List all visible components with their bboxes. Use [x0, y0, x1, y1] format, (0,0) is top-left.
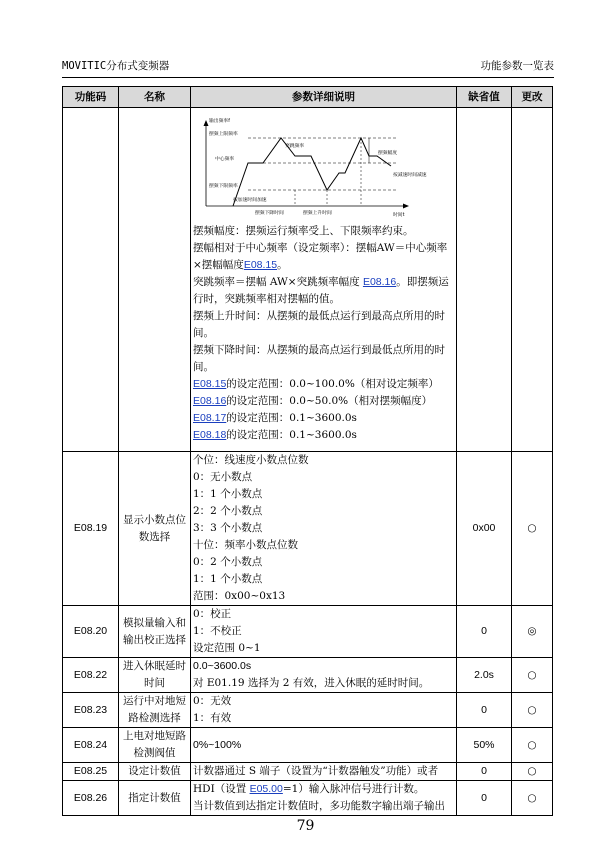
param-link[interactable]: E08.16	[193, 395, 227, 407]
page-number: 79	[296, 818, 315, 834]
cell-code: E08.22	[63, 658, 119, 693]
table-header-row	[63, 87, 553, 108]
table-row	[63, 108, 553, 452]
cell-change: ○	[512, 763, 553, 781]
wobble-frequency-diagram	[193, 108, 454, 223]
cell-default: 0	[457, 781, 512, 816]
cell-desc: HDI（设置 E05.00=1）输入脉冲信号进行计数。 当计数值到达指定计数值时，多功能数字输出端子输出	[191, 781, 457, 816]
param-link[interactable]: E08.15	[193, 378, 227, 390]
cell-default	[457, 108, 512, 452]
cell-code: E08.23	[63, 693, 119, 728]
header-divider	[62, 77, 554, 78]
desc-line: E08.15的设定范围：0.0~100.0%（相对设定频率）	[193, 378, 439, 390]
cell-default: 0	[457, 606, 512, 658]
cell-code: E08.26	[63, 781, 119, 816]
param-link[interactable]: E08.17	[193, 412, 227, 424]
table-row	[63, 606, 553, 658]
cell-default: 0	[457, 693, 512, 728]
table-row	[63, 693, 553, 728]
desc-line: 突跳频率＝摆幅 AW×突跳频率幅度 E08.16。即摆频运行时，突跳频率相对摆幅的值。	[193, 276, 449, 305]
label-amplitude: 摆频幅度	[378, 151, 398, 156]
table-row	[63, 763, 553, 781]
header-left: MOVITIC分布式变频器	[62, 60, 170, 72]
label-fall-time: 摆频下降时间	[255, 211, 284, 216]
cell-desc	[191, 108, 457, 452]
param-link[interactable]: E05.00	[249, 783, 283, 795]
cell-change: ○	[512, 452, 553, 606]
label-upper: 摆频上限频率	[209, 132, 238, 137]
cell-desc: 0%~100%	[191, 728, 457, 763]
cell-name	[119, 108, 191, 452]
column-header-name: 名称	[119, 87, 191, 108]
wobble-frequency-svg	[193, 108, 455, 223]
cell-default: 0	[457, 763, 512, 781]
cell-code: E08.19	[63, 452, 119, 606]
x-axis-arrow	[403, 204, 409, 209]
label-accel: 按加速时间加速	[233, 198, 267, 203]
cell-change	[512, 108, 553, 452]
cell-name: 显示小数点位 数选择	[119, 452, 191, 606]
cell-default: 0x00	[457, 452, 512, 606]
param-link[interactable]: E08.18	[193, 429, 227, 441]
y-axis-arrow	[204, 120, 209, 126]
label-center: 中心频率	[215, 157, 235, 162]
cell-change: ○	[512, 781, 553, 816]
column-header-desc: 参数详细说明	[191, 87, 457, 108]
cell-change: ◎	[512, 606, 553, 658]
label-rise-time: 摆频上升时间	[303, 211, 332, 216]
table-row	[63, 781, 553, 816]
label-y-axis: 输出频率f	[209, 119, 230, 124]
cell-code: E08.25	[63, 763, 119, 781]
param-link[interactable]: E08.16	[362, 276, 397, 288]
cell-name: 设定计数值	[119, 763, 191, 781]
column-header-default: 缺省值	[457, 87, 512, 108]
cell-desc: 0.0~3600.0s 对 E01.19 选择为 2 有效，进入休眠的延时时间。	[191, 658, 457, 693]
label-decel: 按减速时间减速	[393, 173, 427, 178]
cell-desc: 个位：线速度小数点位数 0：无小数点 1：1 个小数点 2：2 个小数点 3：3 个小数点 十位：频率小数点位数 0：2 个小数点 1：1 个小数点 范围：0x00~0x13	[191, 452, 457, 606]
parameter-table	[62, 86, 553, 816]
cell-default: 50%	[457, 728, 512, 763]
cell-default: 2.0s	[457, 658, 512, 693]
desc-line: 摆频下降时间：从摆频的最高点运行到最低点所用的时间。	[193, 344, 445, 373]
label-x-axis: 时间t	[393, 213, 405, 218]
cell-name: 上电对地短路 检测阀值	[119, 728, 191, 763]
desc-line: 摆频上升时间：从摆频的最低点运行到最高点所用的时间。	[193, 310, 445, 339]
column-header-change: 更改	[512, 87, 553, 108]
desc-line: E08.17的设定范围：0.1~3600.0s	[193, 412, 357, 424]
desc-line: E08.16的设定范围：0.0~50.0%（相对摆频幅度）	[193, 395, 433, 407]
label-lower: 摆频下限频率	[209, 184, 238, 189]
cell-name: 指定计数值	[119, 781, 191, 816]
cell-change: ○	[512, 658, 553, 693]
cell-desc: 计数器通过 S 端子（设置为“计数器触发”功能）或者	[191, 763, 457, 781]
column-header-code: 功能码	[63, 87, 119, 108]
table-row	[63, 658, 553, 693]
cell-code: E08.20	[63, 606, 119, 658]
desc-line: E08.18的设定范围：0.1~3600.0s	[193, 429, 357, 441]
label-jump: 突跳频率	[285, 144, 305, 149]
cell-change: ○	[512, 693, 553, 728]
cell-code	[63, 108, 119, 452]
cell-desc: 0：校正 1：不校正 设定范围 0~1	[191, 606, 457, 658]
wobble-waveform	[233, 138, 391, 206]
desc-line: 摆幅相对于中心频率（设定频率）：摆幅AW＝中心频率×摆幅幅度E08.15。	[193, 242, 448, 271]
header-right: 功能参数一览表	[480, 60, 554, 72]
cell-name: 模拟量输入和 输出校正选择	[119, 606, 191, 658]
cell-desc: 0：无效 1：有效	[191, 693, 457, 728]
cell-code: E08.24	[63, 728, 119, 763]
param-link[interactable]: E08.15	[243, 259, 278, 271]
cell-change: ○	[512, 728, 553, 763]
table-row	[63, 452, 553, 606]
cell-name: 运行中对地短 路检测选择	[119, 693, 191, 728]
cell-name: 进入休眠延时 时间	[119, 658, 191, 693]
desc-line: 摆频幅度：摆频运行频率受上、下限频率约束。	[193, 225, 414, 237]
table-row	[63, 728, 553, 763]
